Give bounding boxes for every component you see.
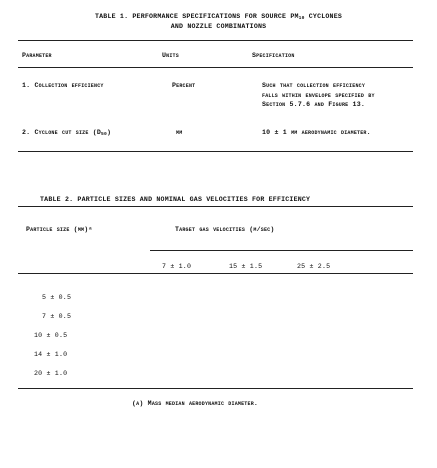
table1-row1-spec-line3: Section 5.7.6 and Figure 13. [262,101,366,108]
table2-velocity-rule [150,250,413,251]
table2-particle-size-4: 14 ± 1.0 [34,351,68,358]
table2-top-rule [18,206,413,207]
table1-title-line1: TABLE 1. PERFORMANCE SPECIFICATIONS FOR SOURCE $PM_{10}$ CYCLONES [94,13,343,21]
table2-title: TABLE 2. PARTICLE SIZES AND NOMINAL GAS VELOCITIES FOR EFFICIENCY [40,196,311,203]
table2-header-particle-size: Particle size (µm)ᵃ [26,226,93,233]
table2-particle-size-1: 5 ± 0.5 [42,294,72,301]
table1-row2-parameter: 2. Cyclone cut size $(D_{50})$ [22,129,112,137]
table1-header-parameter: Parameter [22,52,52,59]
table2-velocity-3: 25 ± 2.5 [297,263,331,270]
table1-row2-units: µm [176,129,183,136]
table1-row1-parameter: 1. Collection efficiency [22,82,104,89]
table2-header-rule [18,273,413,274]
table1-row2-spec-line1: 10 ± 1 µm aerodynamic diameter. [262,129,371,136]
table2-header-velocities: Target gas velocities (m/sec) [175,226,275,233]
table1-title-line2: AND NOZZLE COMBINATIONS [170,23,267,30]
table1-row1-spec-line2: falls within envelope specified by [262,92,375,99]
table2-footnote: (a) Mass median aerodynamic diameter. [132,400,259,407]
table1-top-rule [18,40,413,41]
table1-row1-spec-line1: Such that collection efficiency [262,82,366,89]
table1-header-rule [18,67,413,68]
table2-particle-size-2: 7 ± 0.5 [42,313,72,320]
table1-header-units: Units [162,52,179,59]
table1-row1-units: Percent [172,82,196,89]
table1-header-specification: Specification [252,52,295,59]
table1-bottom-rule [18,151,413,152]
table2-velocity-1: 7 ± 1.0 [162,263,192,270]
table2-velocity-2: 15 ± 1.5 [229,263,263,270]
table2-particle-size-3: 10 ± 0.5 [34,332,68,339]
table2-particle-size-5: 20 ± 1.0 [34,370,68,377]
table2-bottom-rule [18,388,413,389]
